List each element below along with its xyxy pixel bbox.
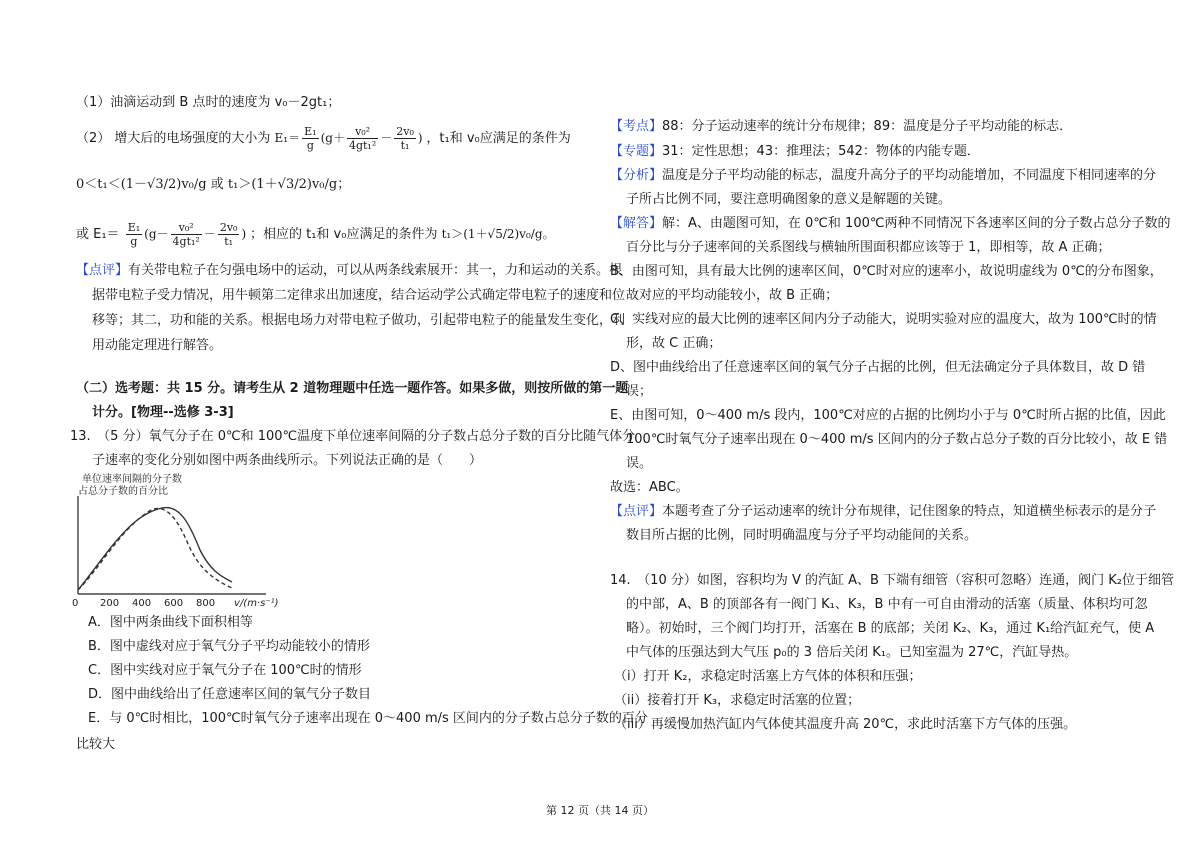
part2-suffix: ，t₁和 v₀应满足的条件为 <box>426 131 571 146</box>
final-answer: 故选：ABC。 <box>610 480 689 495</box>
curve-solid-100c <box>78 508 232 590</box>
solution-e-1: E、由图可知，0～400 m/s 段内，100℃对应的占据的比例均小于与 0℃时所占据的比值，因此 <box>610 408 1166 423</box>
section-heading-1: （二）选考题：共 15 分。请考生从 2 道物理题中任选一题作答。如果多做，则按所做的第一题 <box>76 381 629 396</box>
option-c: C．图中实线对应于氧气分子在 100℃时的情形 <box>88 663 362 678</box>
comment-line-3: 移等；其二，功和能的关系。根据电场力对带电粒子做功，引起带电粒子的能量发生变化，利 <box>92 313 626 328</box>
solution-c-1: C、实线对应的最大比例的速率区间内分子动能大，说明实验对应的温度大，故为 100℃时的情 <box>610 312 1157 327</box>
alt-condition: t₁＞(1＋√5/2)v₀/g。 <box>441 227 555 241</box>
solution-b-1: B、由图可知，具有最大比例的速率区间，0℃时对应的速率小，故说明虚线为 0℃的分布图象， <box>610 264 1163 279</box>
graph-tick-800: 800 <box>196 598 216 609</box>
alt-answer-line <box>76 218 555 251</box>
curve-dashed-0c <box>78 508 232 590</box>
answer-part-1: （1）油滴运动到 B 点时的速度为 v₀－2gt₁； <box>76 95 341 110</box>
solution-d-1: D、图中曲线给出了任意速率区间的氧气分子占据的比例，但无法确定分子具体数目，故 D 错 <box>610 360 1146 375</box>
option-a: A．图中两条曲线下面积相等 <box>88 615 253 630</box>
question-14-part-ii: （ii）接着打开 K₃，求稳定时活塞的位置； <box>614 693 861 708</box>
graph-tick-600: 600 <box>164 598 184 609</box>
condition-b: t₁＞(1＋√3/2)v₀/g； <box>227 177 351 192</box>
analysis-line-1: 【分析】温度是分子平均动能的标志，温度升高分子的平均动能增加，不同温度下相同速率的分 <box>610 168 1157 183</box>
question-14-line-3: 略）。初始时，三个阀门均打开，活塞在 B 的底部；关闭 K₂、K₃，通过 K₁给汽缸充气，使 A <box>626 621 1155 636</box>
option-e-line-2: 比较大 <box>76 737 116 752</box>
option-b: B．图中虚线对应于氧气分子平均动能较小的情形 <box>88 639 370 654</box>
answer-part-2 <box>76 122 571 155</box>
solution-d-2: 误； <box>626 384 653 399</box>
question-14-line-4: 中气体的压强达到大气压 p₀的 3 倍后关闭 K₁。已知室温为 27℃，汽缸导热。 <box>626 645 1078 660</box>
solution-e-3: 误。 <box>626 456 653 471</box>
solution-b-2: 故对应的平均动能较小，故 B 正确； <box>626 288 839 303</box>
analysis-line-2: 子所占比例不同，要注意明确图象的意义是解题的关键。 <box>626 192 952 207</box>
alt-mid: ；相应的 t₁和 v₀应满足的条件为 <box>249 227 438 242</box>
option-d: D．图中曲线给出了任意速率区间的氧气分子数目 <box>88 687 372 702</box>
question-14-line-1: 14. （10 分）如图，容积均为 V 的汽缸 A、B 下端有细管（容积可忽略）连通，阀门 K₂位于细管 <box>610 573 1174 588</box>
speed-distribution-graph <box>70 470 300 610</box>
graph-tick-200: 200 <box>100 598 120 609</box>
comment-line-4: 用动能定理进行解答。 <box>92 338 223 353</box>
zhuanti: 【专题】31：定性思想；43：推理法；542：物体的内能专题． <box>610 144 980 159</box>
condition-a: 0＜t₁＜(1－√3/2)v₀/g <box>76 177 207 192</box>
graph-tick-400: 400 <box>132 598 152 609</box>
question-13-line-1: 13. （5 分）氧气分子在 0℃和 100℃温度下单位速率间隔的分子数占总分子数的百分比随气体分 <box>70 429 636 444</box>
solution-line-2: 百分比与分子速率间的关系图线与横轴所围面积都应该等于 1，即相等，故 A 正确； <box>626 240 1111 255</box>
alt-prefix: 或 E₁＝ <box>76 227 120 242</box>
graph-tick-0: 0 <box>72 598 79 609</box>
question-14-part-iii: （iii）再缓慢加热汽缸内气体使其温度升高 20℃，求此时活塞下方气体的压强。 <box>614 717 1077 732</box>
condition-or: 或 <box>210 177 224 192</box>
kaodian: 【考点】88：分子运动速率的统计分布规律；89：温度是分子平均动能的标志． <box>610 119 1073 134</box>
section-heading-2: 计分。[物理--选修 3-3] <box>92 405 234 420</box>
solution-line-1: 【解答】解：A、由题图可知，在 0℃和 100℃两种不同情况下各速率区间的分子数占总分子数的 <box>610 216 1171 231</box>
comment-line-1: 【点评】有关带电粒子在匀强电场中的运动，可以从两条线索展开：其一，力和运动的关系。根 <box>76 263 623 278</box>
solution-c-2: 形，故 C 正确； <box>626 336 722 351</box>
option-e-line-1: E．与 0℃时相比，100℃时氧气分子速率出现在 0～400 m/s 区间内的分子数占总分子数的百分 <box>88 711 648 726</box>
question-13-line-2: 子速率的变化分别如图中两条曲线所示。下列说法正确的是（ ） <box>92 453 483 468</box>
page-footer: 第 12 页（共 14 页） <box>546 804 654 817</box>
graph-ylabel-1: 单位速率间隔的分子数 <box>82 474 182 485</box>
review-line-2: 数目所占据的比例，同时明确温度与分子平均动能间的关系。 <box>626 528 978 543</box>
review-line-1: 【点评】本题考查了分子运动速率的统计分布规律，记住图象的特点，知道横坐标表示的是分子 <box>610 504 1157 519</box>
part2-prefix: （2） 增大后的电场强度的大小为 <box>76 131 271 146</box>
comment-line-2: 据带电粒子受力情况，用牛顿第二定律求出加速度，结合运动学公式确定带电粒子的速度和位 <box>92 288 626 303</box>
condition-line <box>76 176 350 194</box>
question-14-part-i: （i）打开 K₂，求稳定时活塞上方气体的体积和压强； <box>614 669 922 684</box>
graph-ylabel-2: 占总分子数的百分比 <box>78 486 168 497</box>
question-14-line-2: 的中部，A、B 的顶部各有一阀门 K₁、K₃，B 中有一可自由滑动的活塞（质量、体积均可忽 <box>626 597 1148 612</box>
field-strength-formula: E₁＝ $\frac{\text{E₁}}{g}$ (g＋ $\frac{\text{v₀²}}{\text{4gt₁²}}$ － $\frac{\text{2v₀}}{\text{t₁}}$ ) <box>274 125 423 152</box>
comment-tag: 【点评】 <box>76 263 129 278</box>
solution-e-2: 100℃时氧气分子速率出现在 0～400 m/s 区间内的分子数占总分子数的百分比较小，故 E 错 <box>626 432 1168 447</box>
graph-xlabel: v/(m·s⁻¹) <box>234 598 279 609</box>
alt-field-formula: $\frac{\text{E₁}}{g}$ (g－ $\frac{\text{v₀²}}{\text{4gt₁²}}$ － $\frac{\text{2v₀}}{\text{t₁}}$ ) <box>127 221 247 248</box>
